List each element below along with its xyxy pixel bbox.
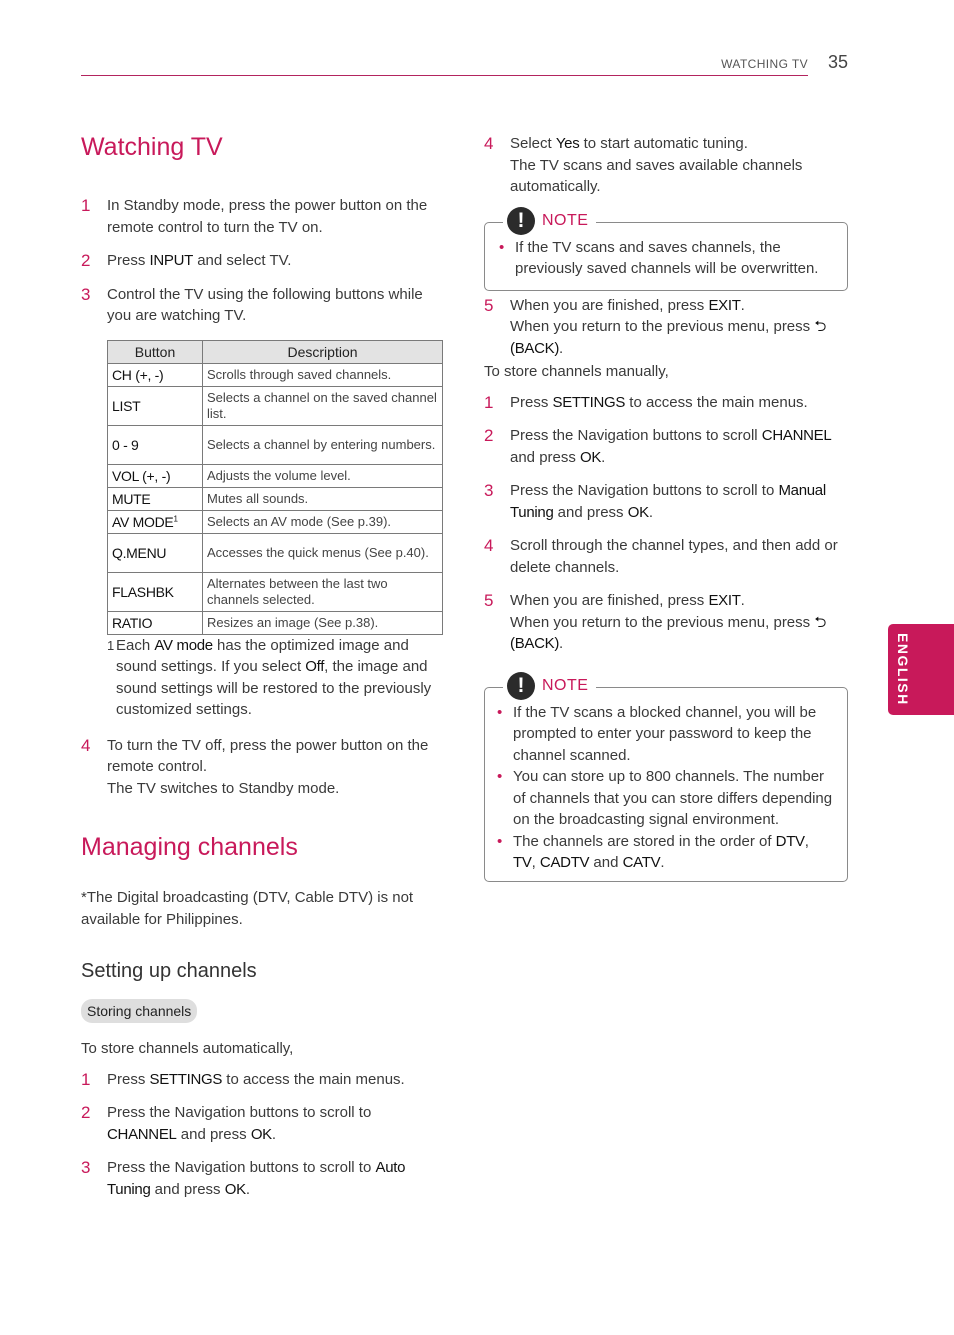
button-cell: MUTE — [108, 487, 203, 510]
back-arrow-icon: ⮌ — [814, 613, 827, 631]
section-title-managing-channels: Managing channels — [81, 833, 298, 861]
step-number: 1 — [484, 392, 494, 412]
manual-step-4 — [484, 535, 848, 578]
footnote-number: 1 — [107, 637, 115, 653]
exclamation-icon: ! — [507, 207, 535, 235]
button-cell: AV MODE$^1$ — [108, 510, 203, 533]
description-cell: Mutes all sounds. — [203, 487, 443, 510]
table-row — [108, 425, 443, 464]
section-title-watching-tv: Watching TV — [81, 133, 223, 161]
auto-store-intro: To store channels automatically, — [81, 1040, 294, 1057]
note-label: NOTE — [542, 676, 589, 694]
step-text: When you are finished, press EXIT. When you return to the previous menu, press ⮌ (BACK). — [510, 296, 827, 357]
table-row — [108, 487, 443, 510]
header-section-label: WATCHING TV — [721, 57, 808, 71]
step-text: Press the Navigation buttons to scroll to CHANNEL and press OK. — [107, 1104, 372, 1143]
step-number: 3 — [81, 284, 91, 304]
note-header — [503, 672, 596, 700]
button-cell: CH (+, -) — [108, 363, 203, 386]
note-header — [503, 207, 596, 235]
note-label: NOTE — [542, 211, 589, 229]
step-text: Press INPUT and select TV. — [107, 252, 292, 269]
bullet-icon: • — [497, 703, 503, 721]
step-number: 4 — [484, 536, 494, 555]
note-item: • The channels are stored in the order of DTV, TV, CADTV and CATV. — [497, 831, 835, 874]
footnote-text: Each AV mode has the optimized image and sound settings. If you select Off, the image and sound settings will be restored to the previously customized settings. — [116, 636, 432, 718]
step-text: Press the Navigation buttons to scroll to Manual Tuning and press OK. — [510, 482, 826, 521]
auto-step-2 — [81, 1102, 444, 1145]
auto-step-4 — [484, 133, 848, 198]
table-row — [108, 464, 443, 487]
exclamation-icon: ! — [507, 672, 535, 700]
table-row — [108, 386, 443, 425]
step-text: Press SETTINGS to access the main menus. — [107, 1070, 405, 1088]
button-cell: FLASHBK — [108, 572, 203, 611]
step-text: Scroll through the channel types, and then add or delete channels. — [510, 537, 838, 576]
table-row — [108, 510, 443, 533]
table-header-description: Description — [203, 340, 443, 363]
left-column — [81, 130, 444, 1200]
auto-step-1 — [81, 1069, 444, 1091]
step-text: Press SETTINGS to access the main menus. — [510, 393, 808, 411]
bullet-icon: • — [497, 832, 503, 850]
button-cell: VOL (+, -) — [108, 464, 203, 487]
button-cell: Q.MENU — [108, 533, 203, 572]
description-cell: Scrolls through saved channels. — [203, 363, 443, 386]
step-text: Control the TV using the following buttons while you are watching TV. — [107, 285, 423, 324]
note-box-overwrite — [484, 208, 848, 291]
step-number: 1 — [81, 196, 91, 215]
step-number: 2 — [81, 1103, 91, 1122]
step-text: In Standby mode, press the power button on the remote control to turn the TV on. — [107, 197, 428, 236]
description-cell: Selects an AV mode (See p.39). — [203, 510, 443, 533]
step-number: 3 — [81, 1158, 91, 1177]
step-number: 4 — [81, 735, 91, 755]
watching-step-3 — [81, 284, 444, 327]
footnote-marker: 1 — [173, 513, 178, 523]
step-text: When you are finished, press EXIT. When you return to the previous menu, press ⮌ (BACK). — [510, 592, 827, 652]
right-column — [484, 133, 848, 882]
description-cell: Alternates between the last two channels selected. — [203, 572, 443, 611]
step-text: To turn the TV off, press the power button on the remote control. The TV switches to Standby mode. — [107, 736, 429, 797]
watching-step-1 — [81, 195, 444, 238]
step-text: Press the Navigation buttons to scroll to Auto Tuning and press OK. — [107, 1159, 406, 1198]
watching-step-2 — [81, 250, 444, 272]
step-number: 5 — [484, 591, 494, 610]
back-arrow-icon: ⮌ — [814, 318, 827, 335]
page-number: 35 — [827, 52, 848, 72]
remote-buttons-table — [107, 340, 443, 635]
manual-step-1 — [484, 392, 848, 414]
table-row — [108, 611, 443, 634]
note-box-channels — [484, 673, 848, 882]
button-cell: LIST — [108, 386, 203, 425]
auto-step-3 — [81, 1157, 444, 1200]
table-header-row — [108, 340, 443, 363]
storing-channels-label: Storing channels — [81, 999, 197, 1023]
key-input: INPUT — [149, 252, 194, 269]
step-number: 2 — [484, 426, 494, 445]
note-item: • You can store up to 800 channels. The number of channels that you can store differs depending on the broadcasting signal environment. — [497, 766, 835, 831]
subsection-title: Setting up channels — [81, 960, 257, 982]
step-number: 1 — [81, 1069, 91, 1089]
button-cell: RATIO — [108, 611, 203, 634]
table-header-button: Button — [108, 340, 203, 363]
manual-store-intro: To store channels manually, — [484, 363, 669, 380]
description-cell: Accesses the quick menus (See p.40). — [203, 533, 443, 572]
availability-note: *The Digital broadcasting (DTV, Cable DTV) is not available for Philippines. — [81, 889, 414, 928]
table-row — [108, 572, 443, 611]
note-item: • If the TV scans and saves channels, the previously saved channels will be overwritten. — [499, 237, 835, 280]
description-cell: Selects a channel on the saved channel list. — [203, 386, 443, 425]
step-number: 3 — [484, 481, 494, 500]
bullet-icon: • — [497, 768, 503, 785]
description-cell: Selects a channel by entering numbers. — [203, 425, 443, 464]
table-row — [108, 533, 443, 572]
manual-step-2 — [484, 425, 848, 468]
description-cell: Adjusts the volume level. — [203, 464, 443, 487]
manual-step-5 — [484, 590, 848, 655]
step-number: 5 — [484, 295, 494, 315]
storing-channels-pill-row — [81, 999, 444, 1023]
bullet-icon: • — [499, 238, 505, 256]
auto-step-5 — [484, 295, 848, 360]
note-item: • If the TV scans a blocked channel, you will be prompted to enter your password to keep the channel scanned. — [497, 702, 835, 767]
description-cell: Resizes an image (See p.38). — [203, 611, 443, 634]
language-tab-label: ENGLISH — [895, 633, 911, 706]
watching-step-4 — [81, 735, 444, 800]
step-number: 4 — [484, 134, 494, 153]
header-rule — [81, 75, 808, 76]
button-cell: 0 - 9 — [108, 425, 203, 464]
step-number: 2 — [81, 251, 91, 270]
step-text: Select Yes to start automatic tuning. The TV scans and saves available channels automatically. — [510, 135, 803, 195]
manual-step-3 — [484, 480, 848, 523]
table-row — [108, 363, 443, 386]
step-text: Press the Navigation buttons to scroll CHANNEL and press OK. — [510, 427, 832, 466]
table-footnote — [107, 635, 444, 721]
language-tab[interactable] — [888, 624, 954, 715]
